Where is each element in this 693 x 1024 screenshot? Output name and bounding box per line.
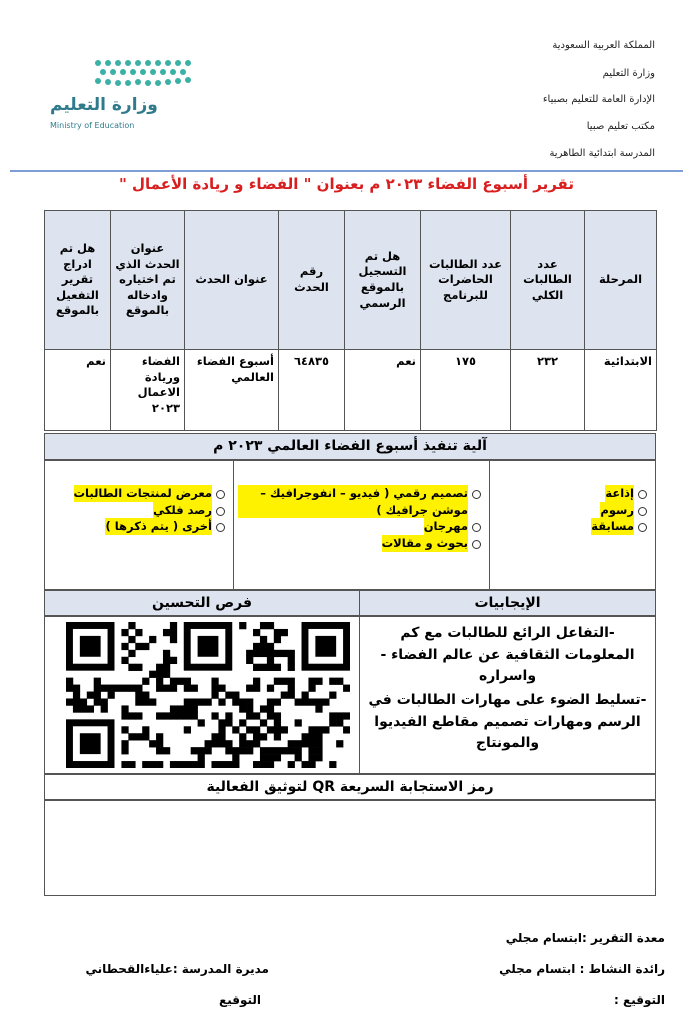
circle-bullet-icon (216, 507, 225, 516)
principal-name: مديرة المدرسة :علياءالقحطاني (85, 962, 269, 976)
logo-arabic-text: وزارة التعليم (50, 95, 158, 115)
circle-bullet-icon (472, 490, 481, 499)
logo-dots-icon (46, 55, 196, 95)
circle-bullet-icon (472, 523, 481, 532)
positive-item: -تسليط الضوء على مهارات الطالبات في الرسم ومهارات تصميم مقاطع الفيديوا والمونتاج (368, 692, 647, 752)
preparer-name: معدة التقرير :ابتسام مجلي (505, 931, 665, 945)
ministry-logo (46, 55, 196, 135)
circle-bullet-icon (638, 490, 647, 499)
mechanism-column-1 (489, 461, 655, 589)
cell-chosen-title: الفضاء وريادة الاعمال ٢٠٢٣ (111, 350, 185, 431)
positives-title: الإيجابيات (359, 590, 656, 616)
list-item: تصميم رقمي ( فيديو – انفوجرافيك – موشن جرافيك ) (238, 485, 481, 518)
header-attending-students: عدد الطالبات الحاضرات للبرنامج (421, 211, 511, 350)
header-country: المملكة العربية السعودية (552, 40, 655, 51)
list-item: أخرى ( يتم ذكرها ) (49, 518, 225, 535)
signature-left: التوقيع (219, 993, 261, 1007)
cell-event-title: أسبوع الفضاء العالمي (185, 350, 279, 431)
signature-right: التوقيع : (614, 993, 665, 1007)
report-title: تقرير أسبوع الفضاء ٢٠٢٣ م بعنوان " الفضاء و ريادة الأعمال " (118, 175, 574, 193)
header-stage: المرحلة (585, 211, 657, 350)
cell-event-number: ٦٤٨٣٥ (279, 350, 345, 431)
circle-bullet-icon (216, 490, 225, 499)
activity-lead-name: رائدة النشاط : ابتسام مجلي (499, 962, 665, 976)
header-report-uploaded: هل تم ادراج تقرير التفعيل بالموقع (45, 211, 111, 350)
header-event-title: عنوان الحدث (185, 211, 279, 350)
header-ministry: وزارة التعليم (602, 68, 655, 79)
cell-registered: نعم (345, 350, 421, 431)
list-item: معرض لمنتجات الطالبات (49, 485, 225, 502)
header-chosen-title: عنوان الحدث الذي تم اختياره وادخاله بالموقع (111, 211, 185, 350)
circle-bullet-icon (472, 540, 481, 549)
header-total-students: عدد الطالبات الكلي (511, 211, 585, 350)
improvements-title: فرص التحسين (44, 590, 360, 616)
qr-section-title: رمز الاستجابة السريعة QR لتوثيق الفعالية (44, 774, 656, 800)
positive-item: -التفاعل الرائع للطالبات مع كم المعلومات الثقافية عن عالم الفضاء - واسراره (380, 625, 635, 685)
qr-code-icon (66, 622, 350, 768)
header-registered: هل تم التسجيل بالموقع الرسمي (345, 211, 421, 350)
qr-empty-box (44, 800, 656, 896)
cell-attending-students: ١٧٥ (421, 350, 511, 431)
circle-bullet-icon (638, 523, 647, 532)
header-office: مكتب تعليم صبيا (586, 121, 655, 132)
mechanism-title: آلية تنفيذ أسبوع الفضاء العالمي ٢٠٢٣ م (44, 433, 656, 460)
event-table (44, 210, 657, 431)
list-item: بحوث و مقالات (238, 535, 481, 552)
list-item: رسوم (494, 502, 647, 519)
circle-bullet-icon (638, 507, 647, 516)
list-item: رصد فلكي (49, 502, 225, 519)
mechanism-box (44, 460, 656, 590)
header-event-number: رقم الحدث (279, 211, 345, 350)
cell-stage: الابتدائية (585, 350, 657, 431)
cell-total-students: ٢٣٢ (511, 350, 585, 431)
header-divider (10, 170, 683, 172)
table-row (45, 350, 657, 431)
mechanism-column-3 (45, 461, 233, 589)
list-item: إذاعة (494, 485, 647, 502)
table-header-row (45, 211, 657, 350)
positives-box (359, 616, 656, 774)
header-school: المدرسة ابتدائية الطاهرية (549, 148, 655, 159)
cell-report-uploaded: نعم (45, 350, 111, 431)
header-directorate: الإدارة العامة للتعليم بصبياء (542, 94, 655, 105)
circle-bullet-icon (216, 523, 225, 532)
logo-english-text: Ministry of Education (50, 121, 135, 130)
list-item: مهرجان (238, 518, 481, 535)
list-item: مسابقة (494, 518, 647, 535)
mechanism-column-2 (233, 461, 489, 589)
